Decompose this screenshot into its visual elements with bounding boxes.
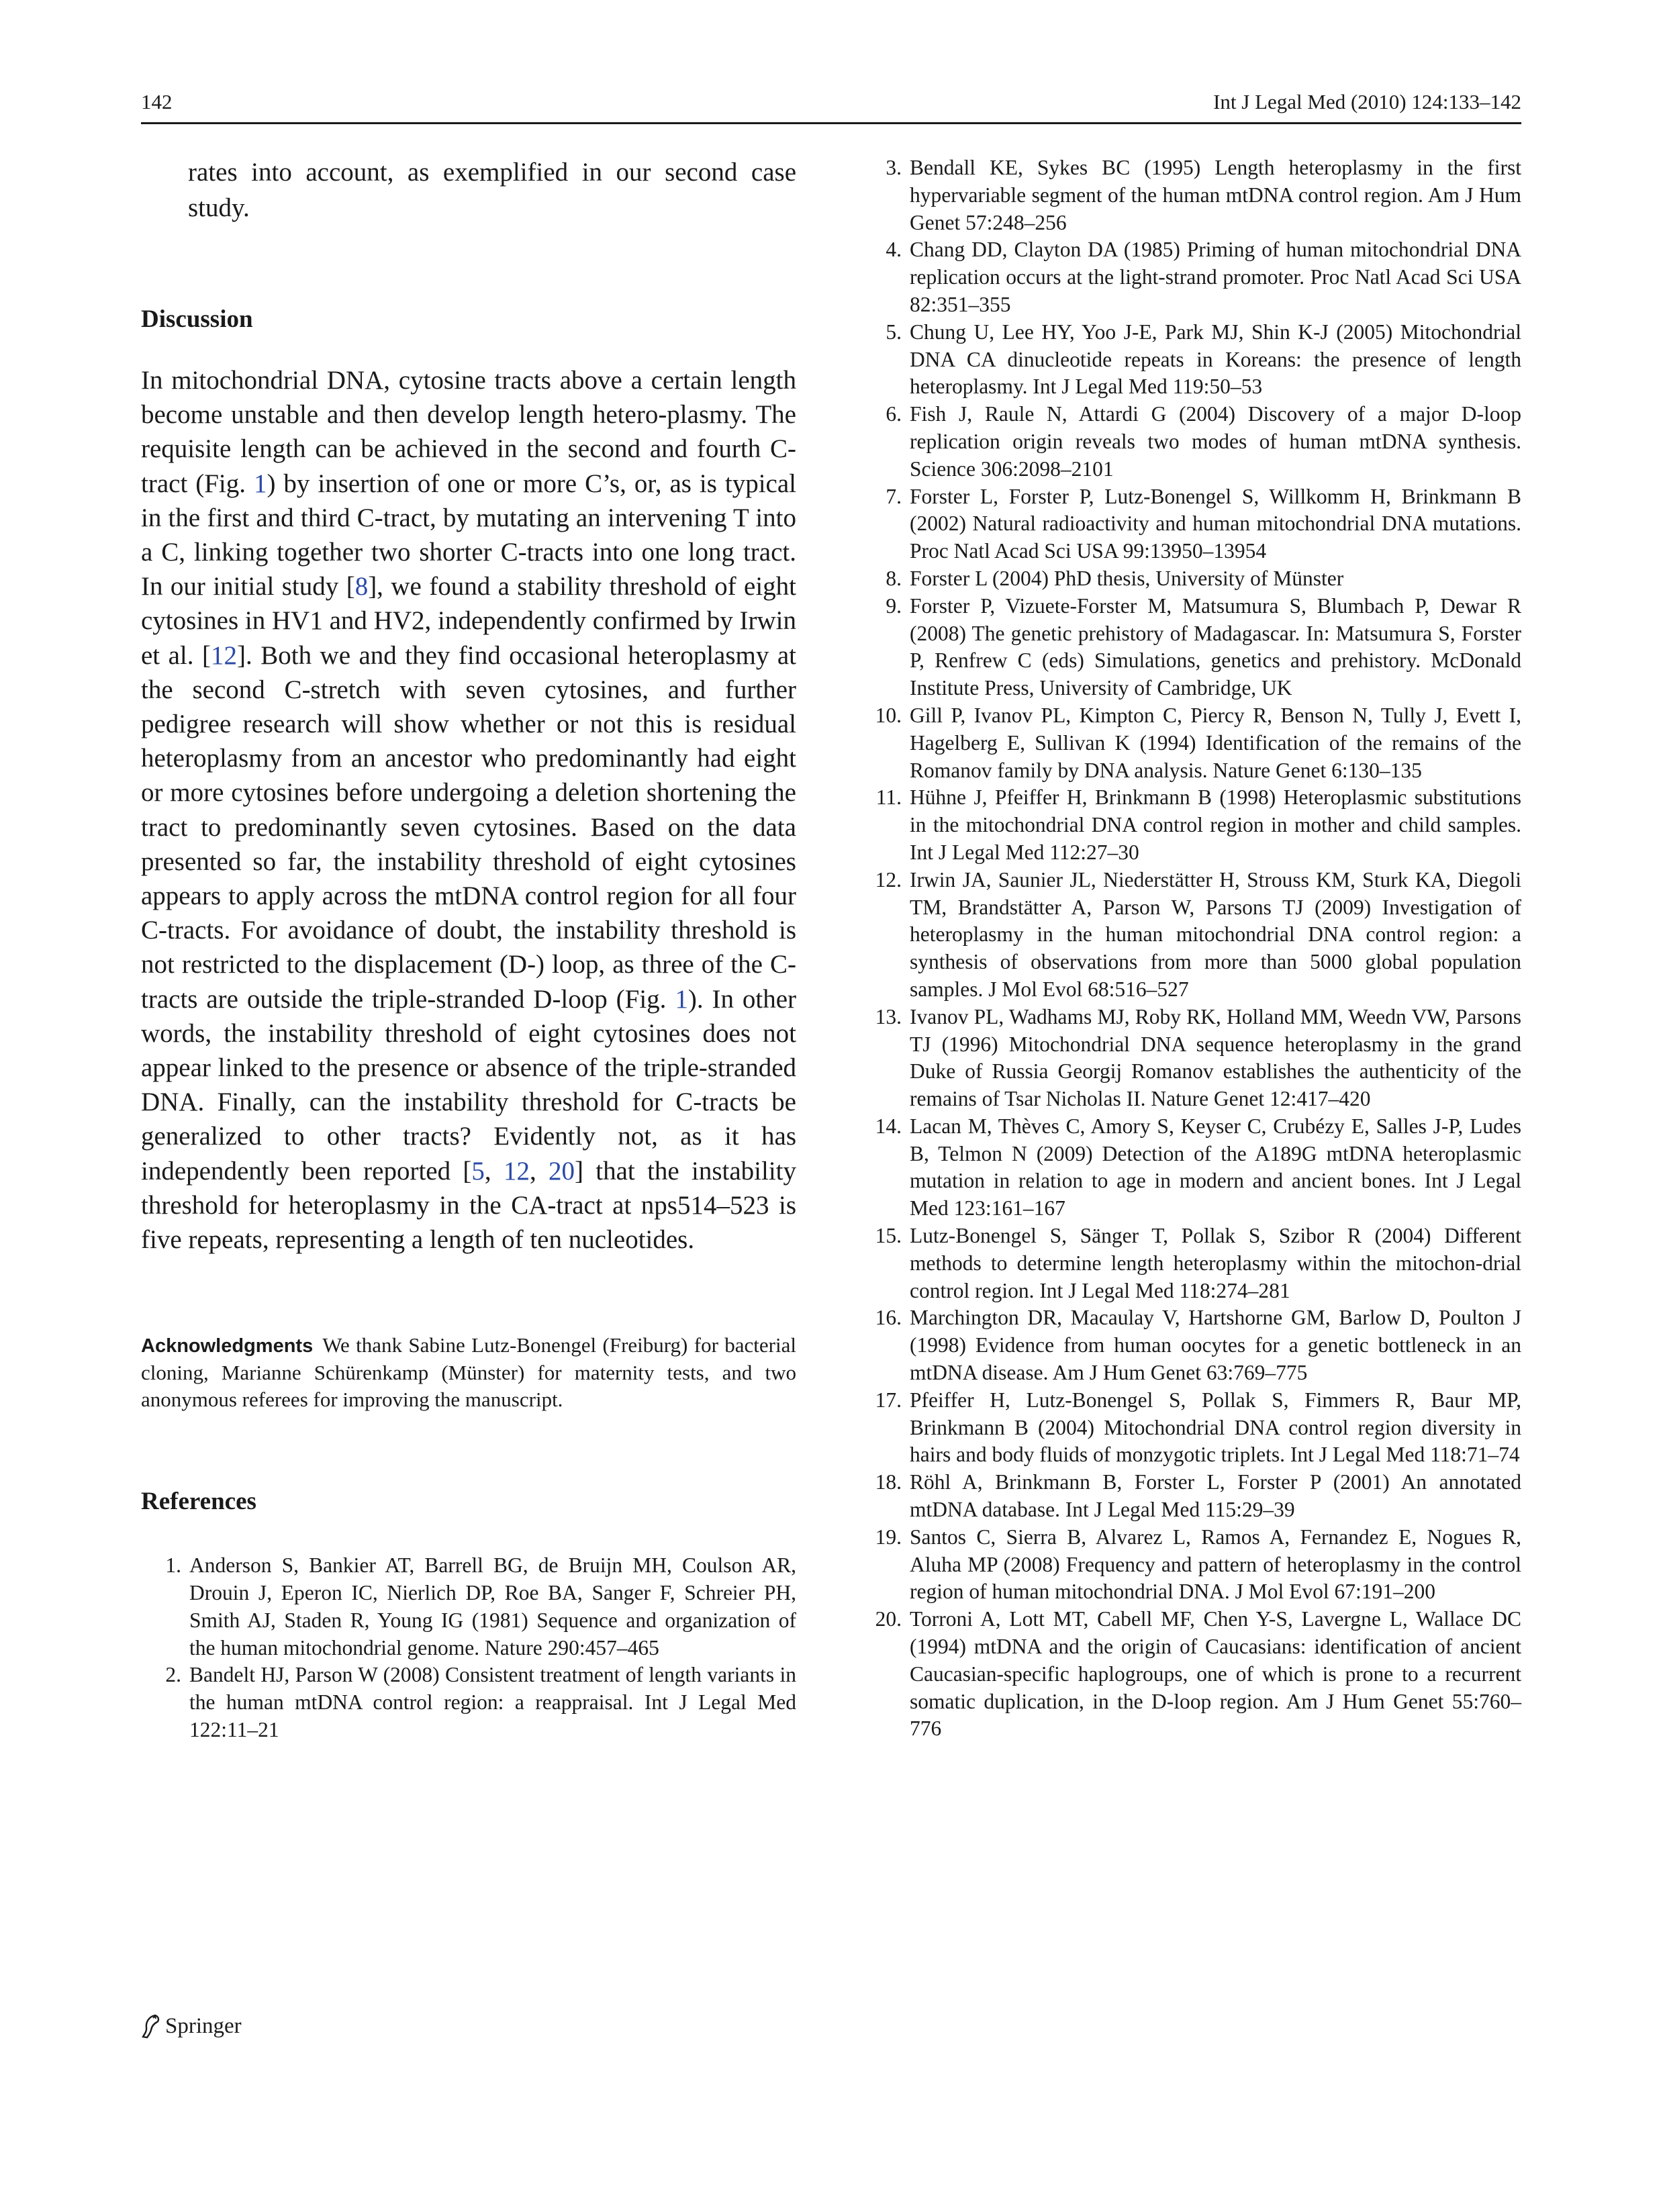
reference-item: 15. Lutz-Bonengel S, Sänger T, Pollak S, Szibor R (2004) Different methods to determine length heteroplasmy within the mitochon-drial control region. Int J Legal Med 118:274–281 bbox=[875, 1224, 1521, 1302]
left-column bbox=[141, 154, 796, 1744]
reference-item: 14. Lacan M, Thèves C, Amory S, Keyser C, Crubézy E, Salles J-P, Ludes B, Telmon N (2009) Detection of the A189G mtDNA heteroplasmic mutation in relation to age in modern and ancient bones. Int J Legal Med 123:161–167 bbox=[875, 1114, 1521, 1220]
springer-horse-icon bbox=[141, 2013, 161, 2039]
acknowledgments-text: We thank Sabine Lutz-Bonengel (Freiburg) for bacterial cloning, Marianne Schürenkamp (Münster) for maternity tests, and two anonymous referees for improving the manuscript. bbox=[141, 1333, 796, 1412]
reference-list-right bbox=[861, 154, 1521, 1743]
continuation-paragraph: rates into account, as exemplified in our second case study. bbox=[188, 158, 796, 222]
reference-item: 9. Forster P, Vizuete-Forster M, Matsumura S, Blumbach P, Dewar R (2008) The genetic prehistory of Madagascar. In: Matsumura S, Forster P, Renfrew C (eds) Simulations, genetics and prehistory. McDonald Institute Press, University of Cambridge, UK bbox=[886, 593, 1521, 700]
discussion-paragraph: In mitochondrial DNA, cytosine tracts above a certain length become unstable and then develop length hetero-plasmy. The requisite length can be achieved in the second and fourth C-tract (Fig. 1) by insertion of one or more C’s, or, as is typical in the first and third C-tract, by mutating an intervening T into a C, linking together two shorter C-tracts into one long tract. In our initial study [8], we found a stability threshold of eight cytosines in HV1 and HV2, independently confirmed by Irwin et al. [12]. Both we and they find occasional heteroplasmy at the second C-stretch with seven cytosines, and further pedigree research will show whether or not this is residual heteroplasmy from an ancestor who predominantly had eight or more cytosines before undergoing a deletion shortening the tract to predominantly seven cytosines. Based on the data presented so far, the instability threshold of eight cytosines appears to apply across the mtDNA control region for all four C-tracts. For avoidance of doubt, the instability threshold is not restricted to the displacement (D-) loop, as three of the C-tracts are outside the triple-stranded D-loop (Fig. 1). In other words, the instability threshold of eight cytosines does not appear linked to the presence or absence of the triple-stranded DNA. Finally, can the instability threshold for C-tracts be generalized to other tracts? Evidently not, as it has independently been reported [5, 12, 20] that the instability threshold for heteroplasmy in the CA-tract at nps514–523 is five repeats, representing a length of ten nucleotides. bbox=[141, 366, 797, 1255]
reference-item: 19. Santos C, Sierra B, Alvarez L, Ramos A, Fernandez E, Nogues R, Aluha MP (2008) Frequency and pattern of heteroplasmy in the control region of human mitochondrial DNA. J Mol Evol 67:191–200 bbox=[875, 1525, 1521, 1604]
citation-link-8[interactable]: 8 bbox=[354, 572, 369, 602]
acknowledgments-paragraph bbox=[141, 1332, 796, 1413]
figure-link[interactable]: 1 bbox=[675, 984, 688, 1014]
reference-item: 4. Chang DD, Clayton DA (1985) Priming of human mitochondrial DNA replication occurs at the light-strand promoter. Proc Natl Acad Sci USA 82:351–355 bbox=[886, 238, 1521, 316]
right-column bbox=[861, 154, 1521, 1743]
publisher-footer bbox=[141, 2011, 242, 2041]
figure-link[interactable]: 1 bbox=[253, 469, 267, 498]
citation-link-5[interactable]: 5 bbox=[471, 1156, 485, 1186]
reference-list-left bbox=[141, 1552, 796, 1744]
journal-reference: Int J Legal Med (2010) 124:133–142 bbox=[1213, 90, 1521, 113]
reference-item: 2. Bandelt HJ, Parson W (2008) Consistent treatment of length variants in the human mtDNA control region: a reappraisal. Int J Legal Med 122:11–21 bbox=[165, 1663, 796, 1742]
citation-link-20[interactable]: 20 bbox=[549, 1156, 575, 1186]
citation-link-12[interactable]: 12 bbox=[211, 640, 237, 670]
reference-item: 13. Ivanov PL, Wadhams MJ, Roby RK, Holland MM, Weedn VW, Parsons TJ (1996) Mitochondrial DNA sequence heteroplasmy in the grand Duke of Russia Georgij Romanov establishes the authenticity of the remains of Tsar Nicholas II. Nature Genet 12:417–420 bbox=[875, 1004, 1521, 1111]
references-heading: References bbox=[141, 1488, 256, 1516]
reference-item: 3. Bendall KE, Sykes BC (1995) Length heteroplasmy in the first hypervariable segment of the human mtDNA control region. Am J Hum Genet 57:248–256 bbox=[886, 156, 1521, 234]
reference-item: 20. Torroni A, Lott MT, Cabell MF, Chen Y-S, Lavergne L, Wallace DC (1994) mtDNA and the origin of Caucasians: identification of ancient Caucasian-specific haplogroups, one of which is prone to a recurrent somatic duplication, in the D-loop region. Am J Hum Genet 55:760–776 bbox=[875, 1607, 1521, 1741]
reference-item: 6. Fish J, Raule N, Attardi G (2004) Discovery of a major D-loop replication origin reveals two modes of human mtDNA synthesis. Science 306:2098–2101 bbox=[886, 402, 1521, 481]
citation-link-12[interactable]: 12 bbox=[503, 1156, 530, 1186]
reference-item: 18. Röhl A, Brinkmann B, Forster L, Forster P (2001) An annotated mtDNA database. Int J Legal Med 115:29–39 bbox=[875, 1470, 1521, 1522]
reference-item: 11. Hühne J, Pfeiffer H, Brinkmann B (1998) Heteroplasmic substitutions in the mitochondrial DNA control region in mother and child samples. Int J Legal Med 112:27–30 bbox=[875, 785, 1521, 864]
discussion-heading: Discussion bbox=[141, 305, 253, 333]
reference-item: 17. Pfeiffer H, Lutz-Bonengel S, Pollak S, Fimmers R, Baur MP, Brinkmann B (2004) Mitochondrial DNA control region diversity in hairs and body fluids of monzygotic triplets. Int J Legal Med 118:71–74 bbox=[875, 1388, 1521, 1467]
reference-item: 1. Anderson S, Bankier AT, Barrell BG, de Bruijn MH, Coulson AR, Drouin J, Eperon IC, Nierlich DP, Roe BA, Sanger F, Schreier PH, Smith AJ, Staden R, Young IG (1981) Sequence and organization of the human mitochondrial genome. Nature 290:457–465 bbox=[165, 1553, 796, 1660]
reference-item: 5. Chung U, Lee HY, Yoo J-E, Park MJ, Shin K-J (2005) Mitochondrial DNA CA dinucleotide repeats in Koreans: the presence of length heteroplasmy. Int J Legal Med 119:50–53 bbox=[886, 320, 1521, 399]
reference-item: 12. Irwin JA, Saunier JL, Niederstätter H, Strouss KM, Sturk KA, Diegoli TM, Brandstätter A, Parson W, Parsons TJ (2009) Investigation of heteroplasmy in the human mitochondrial DNA control region: a synthesis of observations from more than 5000 global population samples. J Mol Evol 68:516–527 bbox=[875, 867, 1521, 1001]
reference-item: 10. Gill P, Ivanov PL, Kimpton C, Piercy R, Benson N, Tully J, Evett I, Hagelberg E, Sullivan K (1994) Identification of the remains of the Romanov family by DNA analysis. Nature Genet 6:130–135 bbox=[875, 703, 1521, 782]
acknowledgments-label: Acknowledgments bbox=[141, 1335, 314, 1357]
reference-item: 8. Forster L (2004) PhD thesis, University of Münster bbox=[886, 566, 1344, 590]
publisher-name: Springer bbox=[165, 2013, 242, 2038]
page-number: 142 bbox=[141, 90, 173, 113]
reference-item: 16. Marchington DR, Macaulay V, Hartshorne GM, Barlow D, Poulton J (1998) Evidence from human oocytes for a genetic bottleneck in an mtDNA disease. Am J Hum Genet 63:769–775 bbox=[875, 1306, 1521, 1385]
reference-item: 7. Forster L, Forster P, Lutz-Bonengel S, Willkomm H, Brinkmann B (2002) Natural radioactivity and human mitochondrial DNA mutations. Proc Natl Acad Sci USA 99:13950–13954 bbox=[886, 484, 1521, 563]
running-header bbox=[141, 89, 1521, 124]
